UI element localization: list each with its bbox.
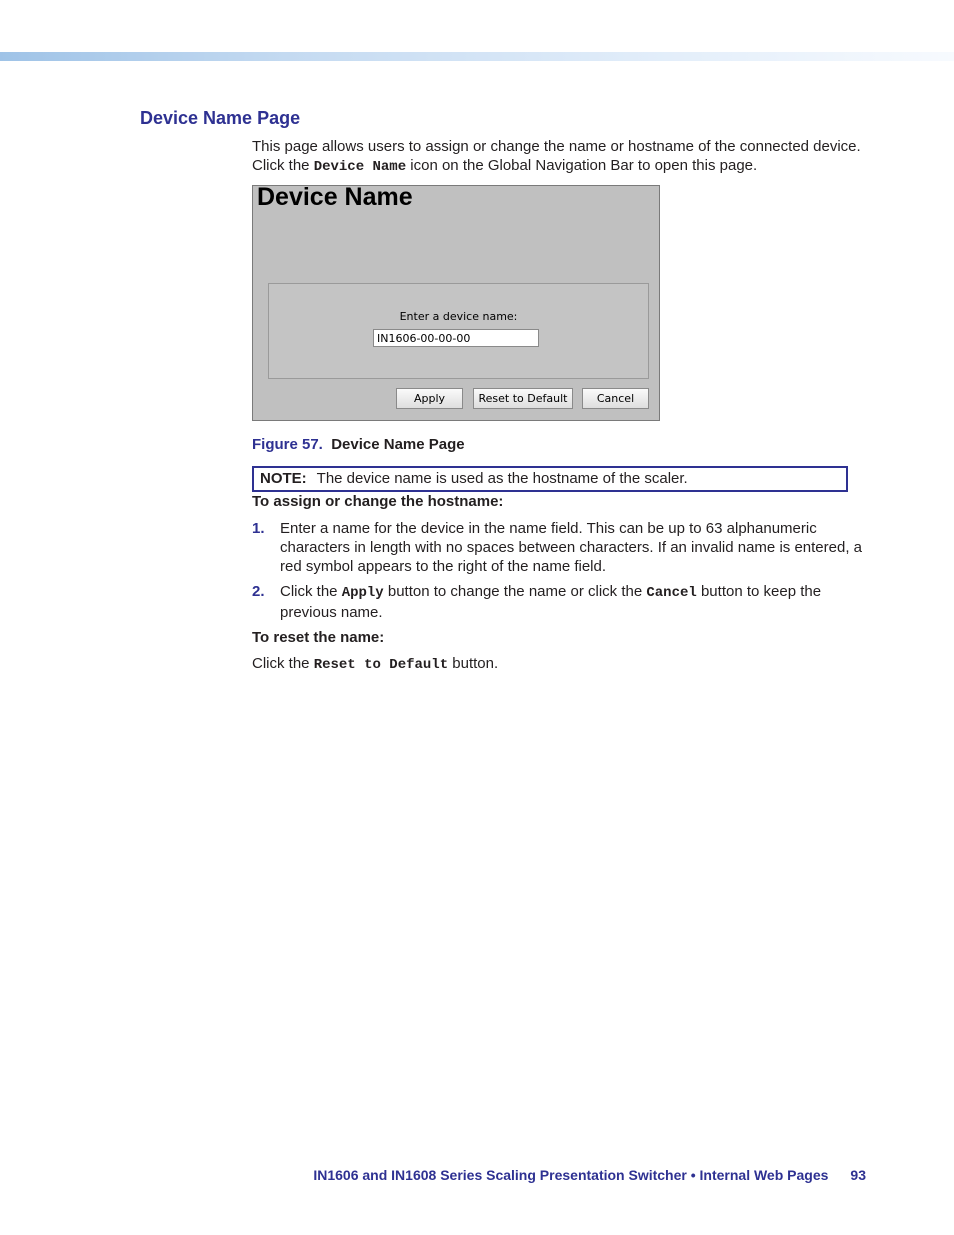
list-item [252,519,872,576]
step-text-a: Click the [280,583,342,600]
reset-heading: To reset the name: [252,629,385,646]
note-box [252,466,848,492]
figure-caption [252,435,872,454]
intro-line2-suffix: icon on the Global Navigation Bar to open this page. [406,157,758,174]
reset-suffix: button. [448,655,499,672]
note-text: The device name is used as the hostname of the scaler. [316,470,688,487]
footer-text: IN1606 and IN1608 Series Scaling Presentation Switcher • Internal Web Pages [313,1167,829,1183]
page-footer [313,1167,866,1183]
reset-paragraph [252,654,872,675]
step-text-b: button to change the name or click the [383,583,647,600]
assign-heading: To assign or change the hostname: [252,493,504,510]
content [252,137,872,675]
reset-to-default-button[interactable]: Reset to Default [473,388,573,409]
page-number: 93 [850,1167,866,1183]
reset-prefix: Click the [252,655,314,672]
apply-code: Apply [341,585,384,601]
step-number: 1. [252,520,265,537]
step-text-c: button to keep the previous name. [280,583,822,621]
assign-steps [252,519,872,622]
device-name-input[interactable] [373,329,539,347]
figure-caption-text: Device Name Page [331,436,465,453]
header-band [0,52,954,61]
step-number: 2. [252,583,265,600]
screenshot-title: Device Name [257,183,413,211]
list-item [252,582,872,622]
figure-number: Figure 57. [252,436,323,453]
device-name-label: Enter a device name: [399,310,518,323]
intro-line2-prefix: Click the [252,157,314,174]
note-label: NOTE: [260,470,307,487]
section-title: Device Name Page [140,108,301,128]
cancel-button[interactable]: Cancel [582,388,649,409]
cancel-code: Cancel [646,585,697,601]
device-name-code: Device Name [313,159,407,175]
reset-code: Reset to Default [313,657,449,673]
device-name-screenshot [252,185,660,421]
apply-button[interactable]: Apply [396,388,463,409]
step-text: Enter a name for the device in the name field. This can be up to 63 alphanumeric characters in length with no spaces between characters. If an invalid name is entered, a red symbol appears to the right of the name field. [280,520,862,575]
device-name-panel [268,283,649,379]
intro-paragraph [252,137,872,177]
intro-line1: This page allows users to assign or change the name or hostname of the connected device. [252,138,861,155]
